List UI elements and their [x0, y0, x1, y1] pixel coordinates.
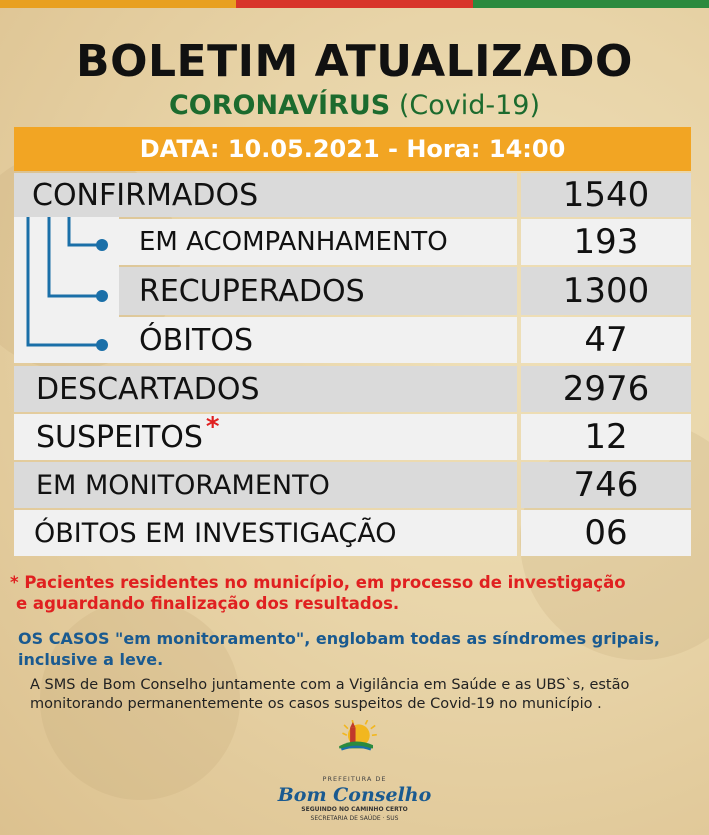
row-label: ÓBITOS EM INVESTIGAÇÃO: [34, 517, 397, 549]
label-cell: [14, 366, 517, 412]
asterisk-mark: *: [205, 412, 220, 442]
label-cell: [14, 414, 517, 460]
row-label: EM MONITORAMENTO: [36, 469, 330, 501]
note-red: [10, 572, 705, 614]
value-cell: 06: [521, 510, 691, 556]
value-cell: 47: [521, 317, 691, 363]
label-cell: [119, 267, 517, 315]
logo-church: [350, 728, 355, 744]
connector-dot-3: [96, 339, 108, 351]
date-bar: DATA: 10.05.2021 - Hora: 14:00: [14, 127, 691, 171]
subtitle-rest: (Covid-19): [398, 90, 541, 121]
row-obitos-investigacao: [14, 510, 691, 556]
tree-connector: [14, 217, 124, 367]
row-label: RECUPERADOS: [139, 273, 365, 309]
prefeitura-logo: [280, 720, 430, 780]
row-suspeitos: [14, 414, 691, 460]
connector-dot-2: [96, 290, 108, 302]
logo-prefeitura-text: PREFEITURA DE: [322, 775, 387, 783]
label-cell: [14, 173, 517, 217]
page-title: BOLETIM ATUALIZADO: [76, 36, 633, 87]
label-cell: [119, 219, 517, 265]
connector-dot-1: [96, 239, 108, 251]
value-cell: 12: [521, 414, 691, 460]
note-small-line-2: monitorando permanentemente os casos suspeitos de Covid-19 no município .: [30, 696, 602, 712]
note-blue-line-2: inclusive a leve.: [18, 650, 164, 669]
note-red-line-2: e aguardando finalização dos resultados.: [16, 594, 400, 613]
note-red-line-1: * Pacientes residentes no município, em processo de investigação: [10, 573, 626, 592]
logo-name-text: Bom Conselho: [277, 784, 432, 806]
label-cell: [14, 462, 517, 508]
logo-tagline-text: SEGUINDO NO CAMINHO CERTO: [301, 806, 408, 813]
row-confirmados: [14, 173, 691, 217]
row-descartados: [14, 366, 691, 412]
note-blue-line-1: OS CASOS "em monitoramento", englobam todas as síndromes gripais,: [18, 629, 660, 648]
logo-secretaria-text: SECRETARIA DE SAÚDE · SUS: [310, 815, 399, 822]
top-color-strip: [0, 0, 709, 8]
value-cell: 2976: [521, 366, 691, 412]
row-label: EM ACOMPANHAMENTO: [139, 227, 448, 257]
row-label: CONFIRMADOS: [32, 177, 259, 213]
note-small-line-1: A SMS de Bom Conselho juntamente com a Vigilância em Saúde e as UBS`s, estão: [30, 677, 630, 693]
logo-church-roof: [350, 722, 355, 727]
page-subtitle: [0, 90, 709, 121]
value-cell: 193: [521, 219, 691, 265]
subtitle-bold: CORONAVÍRUS: [168, 90, 391, 121]
note-small: [30, 676, 690, 714]
value-cell: 746: [521, 462, 691, 508]
row-label: SUSPEITOS: [36, 419, 203, 455]
value-cell: 1300: [521, 267, 691, 315]
note-blue: [18, 628, 703, 670]
row-label: ÓBITOS: [139, 322, 254, 358]
label-cell: [119, 317, 517, 363]
label-cell: [14, 510, 517, 556]
row-monitoramento: [14, 462, 691, 508]
row-label: DESCARTADOS: [36, 371, 260, 407]
value-cell: 1540: [521, 173, 691, 217]
